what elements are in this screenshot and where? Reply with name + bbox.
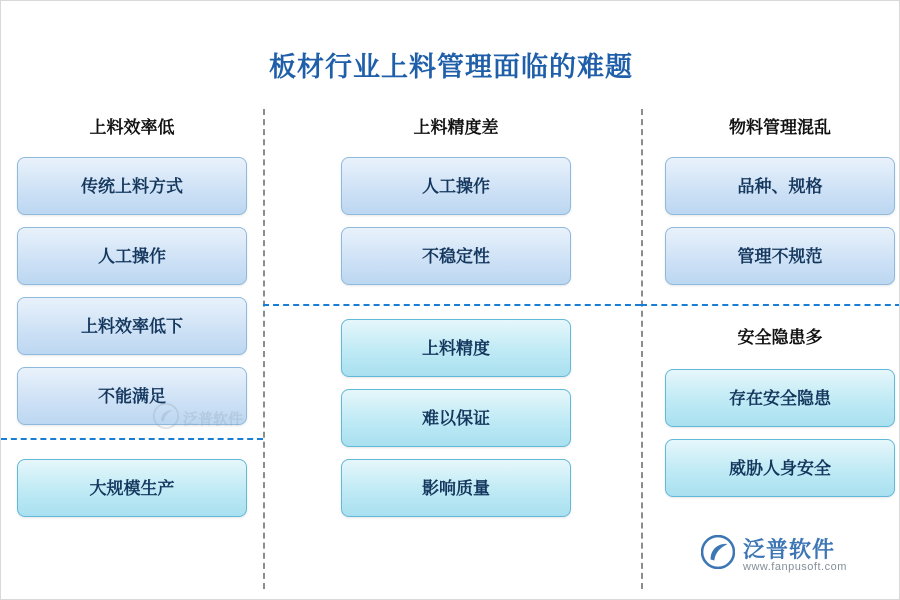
node-cannot-satisfy: 不能满足 [17,367,247,425]
node-threatens-personal-safety: 威胁人身安全 [665,439,895,497]
column-subheading-safety: 安全隐患多 [737,328,823,347]
node-feeding-precision: 上料精度 [341,319,571,377]
node-traditional-feeding: 传统上料方式 [17,157,247,215]
column-heading: 上料精度差 [413,118,499,137]
vertical-divider-2 [641,109,643,589]
column-efficiency [17,117,247,529]
node-variety-specification: 品种、规格 [665,157,895,215]
node-hard-to-guarantee: 难以保证 [341,389,571,447]
column-heading: 上料效率低 [89,118,175,137]
column-precision [341,117,571,529]
node-safety-hazards-exist: 存在安全隐患 [665,369,895,427]
node-instability: 不稳定性 [341,227,571,285]
fanpu-logo-icon [701,535,735,569]
brand-watermark [701,533,881,581]
node-manual-operation: 人工操作 [17,227,247,285]
page-title: 板材行业上料管理面临的难题 [269,52,633,82]
node-manual-operation-2: 人工操作 [341,157,571,215]
node-nonstandard-management: 管理不规范 [665,227,895,285]
column-material-management [665,117,895,509]
center-watermark-text: 泛普软件 [183,411,244,428]
vertical-divider-1 [263,109,265,589]
node-mass-production: 大规模生产 [17,459,247,517]
column-heading: 物料管理混乱 [729,118,831,137]
brand-url: www.fanpusoft.com [743,561,847,573]
node-affects-quality: 影响质量 [341,459,571,517]
node-low-efficiency: 上料效率低下 [17,297,247,355]
brand-name: 泛普软件 [743,537,836,562]
